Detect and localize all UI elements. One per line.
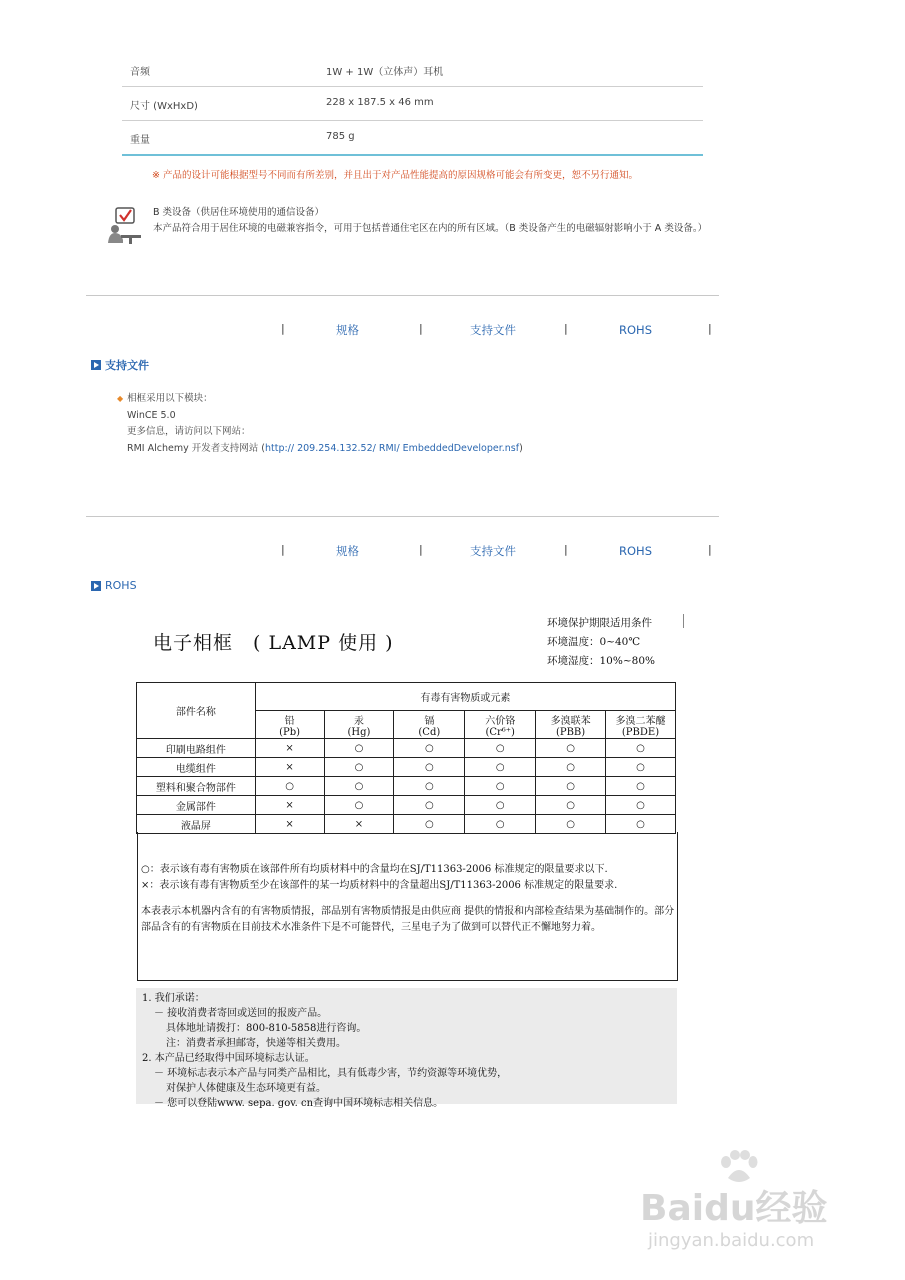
class-b-notice (153, 205, 708, 237)
table-legend (137, 832, 678, 981)
nav-separator: | (708, 322, 712, 335)
substance-header: 六价铬 (Cr⁶⁺) (465, 711, 536, 739)
nav-separator: | (564, 322, 568, 335)
table-cell: ○ (465, 758, 536, 777)
rohs-title-text: ROHS (105, 579, 137, 592)
table-cell: × (255, 758, 324, 777)
substance-header: 多溴二苯醚 (PBDE) (606, 711, 676, 739)
class-b-body: 本产品符合用于居住环境的电磁兼容指令，可用于包括普通住宅区在内的所有区域。（B 类设备产生的电磁辐射影响小于 A 类设备。） (153, 223, 708, 234)
table-cell: ○ (536, 758, 606, 777)
part-name: 电缆组件 (137, 758, 256, 777)
watermark-url: jingyan.baidu.com (648, 1230, 815, 1251)
section-nav (270, 543, 720, 559)
table-row (137, 777, 676, 796)
table-cell: ○ (394, 815, 465, 834)
support-line: WinCE 5.0 (127, 409, 176, 421)
substance-group-header: 有毒有害物质或元素 (255, 683, 675, 711)
rohs-doc-title: 电子相框 ( LAMP 使用 ) (153, 632, 394, 654)
spec-row-weight (122, 120, 703, 156)
table-cell: ○ (606, 758, 676, 777)
table-cell: ○ (536, 777, 606, 796)
nav-separator: | (281, 543, 285, 556)
promise-line: 具体地址请拨打：800-810-5858进行咨询。 (166, 1023, 367, 1034)
nav-separator: | (708, 543, 712, 556)
table-cell: ○ (255, 777, 324, 796)
spec-row-size (122, 86, 703, 121)
env-line: 环境保护期限适用条件 (547, 617, 652, 629)
bullet-icon: ◆ (117, 394, 124, 403)
support-info (117, 391, 523, 457)
section-nav (270, 322, 720, 338)
substance-header: 汞 (Hg) (324, 711, 394, 739)
nav-link-rohs[interactable]: ROHS (619, 323, 652, 337)
table-cell: ○ (324, 777, 394, 796)
divider (86, 295, 719, 296)
substance-header: 镉 (Cd) (394, 711, 465, 739)
table-cell: ○ (394, 777, 465, 796)
support-site-suffix: ) (519, 442, 523, 454)
nav-separator: | (281, 322, 285, 335)
table-cell: × (324, 815, 394, 834)
table-row (137, 815, 676, 834)
env-line: 环境湿度：10%~80% (547, 655, 655, 667)
table-cell: ○ (324, 796, 394, 815)
spec-label: 尺寸 (WxHxD) (130, 101, 198, 112)
part-name: 液晶屏 (137, 815, 256, 834)
substance-header: 铅 (Pb) (255, 711, 324, 739)
divider (86, 516, 719, 517)
environmental-promise (136, 988, 677, 1109)
support-section-title (91, 357, 149, 373)
table-cell: ○ (465, 796, 536, 815)
promise-line: 注：消费者承担邮寄，快递等相关费用。 (166, 1038, 346, 1049)
table-cell: ○ (394, 758, 465, 777)
table-cell: ○ (606, 777, 676, 796)
legend-line: 本表表示本机器内含有的有害物质情报，部品别有害物质情报是由供应商 提供的情报和内部检查结果为基础制作的。部分部品含有的有害物质在目前技术水准条件下是不可能替代，三星电子为了做到可以替代正不懈地努力着。 (141, 906, 675, 933)
arrow-box-icon (91, 581, 101, 591)
spec-label: 音频 (130, 67, 150, 78)
nav-link-specs[interactable]: 规格 (336, 323, 359, 337)
nav-link-rohs[interactable]: ROHS (619, 544, 652, 558)
environment-conditions (547, 614, 655, 671)
table-cell: ○ (606, 739, 676, 758)
class-b-title: B 类设备（供居住环境使用的通信设备） (153, 207, 325, 218)
legend-line: ○：表示该有毒有害物质在该部件所有均质材料中的含量均在SJ/T11363-2006 标准规定的限量要求以下. (141, 864, 608, 875)
spec-notice: ※ 产品的设计可能根据型号不同而有所差别，并且出于对产品性能提高的原因规格可能会有所变更，恕不另行通知。 (152, 170, 638, 181)
support-line: 更多信息，请访问以下网站： (127, 426, 251, 437)
rohs-document (130, 608, 690, 1108)
table-cell: × (255, 796, 324, 815)
nav-separator: | (419, 543, 423, 556)
table-cell: ○ (465, 777, 536, 796)
part-name: 印刷电路组件 (137, 739, 256, 758)
arrow-box-icon (91, 360, 101, 370)
spec-value: 1W + 1W（立体声）耳机 (326, 67, 444, 78)
spec-label: 重量 (130, 135, 150, 146)
table-cell: ○ (394, 796, 465, 815)
watermark-logo: Baidu经验 (640, 1188, 828, 1229)
baidu-watermark (640, 1150, 880, 1260)
support-title-text: 支持文件 (105, 359, 149, 372)
support-site-prefix: RMI Alchemy 开发者支持网站 ( (127, 442, 265, 454)
table-cell: × (255, 815, 324, 834)
table-row (137, 739, 676, 758)
promise-line: 1. 我们承诺： (142, 993, 205, 1004)
table-cell: ○ (606, 796, 676, 815)
promise-line: 2. 本产品已经取得中国环境标志认证。 (142, 1053, 315, 1064)
spec-value: 228 x 187.5 x 46 mm (326, 97, 434, 108)
table-cell: ○ (536, 739, 606, 758)
spec-row-audio (122, 52, 703, 87)
table-cell: ○ (394, 739, 465, 758)
promise-line: － 您可以登陆www. sepa. gov. cn查询中国环境标志相关信息。 (154, 1098, 444, 1109)
table-cell: ○ (465, 815, 536, 834)
promise-line: － 环境标志表示本产品与同类产品相比，具有低毒少害，节约资源等环境优势， (154, 1068, 508, 1079)
promise-line: － 接收消费者寄回或送回的报废产品。 (154, 1008, 328, 1019)
rohs-section-title (91, 579, 137, 592)
nav-link-specs[interactable]: 规格 (336, 544, 359, 558)
table-cell: ○ (324, 739, 394, 758)
nav-separator: | (564, 543, 568, 556)
support-site-link[interactable]: http:// 209.254.132.52/ RMI/ EmbeddedDeveloper.nsf (264, 442, 520, 454)
table-cell: ○ (536, 815, 606, 834)
spec-value: 785 g (326, 131, 355, 142)
table-cell: ○ (465, 739, 536, 758)
person-at-monitor-icon (104, 205, 144, 245)
support-line: 相框采用以下模块： (127, 393, 213, 404)
nav-link-support[interactable]: 支持文件 (470, 323, 516, 337)
substance-header: 多溴联苯 (PBB) (536, 711, 606, 739)
part-header: 部件名称 (137, 683, 256, 739)
divider (683, 614, 684, 628)
part-name: 金属部件 (137, 796, 256, 815)
table-cell: ○ (324, 758, 394, 777)
env-line: 环境温度：0~40℃ (547, 636, 641, 648)
hazardous-substance-table (136, 682, 676, 834)
nav-separator: | (419, 322, 423, 335)
table-cell: × (255, 739, 324, 758)
table-cell: ○ (606, 815, 676, 834)
paw-icon (718, 1150, 758, 1184)
support-site-line (117, 441, 523, 458)
part-name: 塑料和聚合物部件 (137, 777, 256, 796)
nav-link-support[interactable]: 支持文件 (470, 544, 516, 558)
table-row (137, 758, 676, 777)
legend-line: ×：表示该有毒有害物质至少在该部件的某一均质材料中的含量超出SJ/T11363-2006 标准规定的限量要求. (141, 880, 618, 891)
table-row (137, 796, 676, 815)
table-cell: ○ (536, 796, 606, 815)
promise-line: 对保护人体健康及生态环境更有益。 (166, 1083, 326, 1094)
